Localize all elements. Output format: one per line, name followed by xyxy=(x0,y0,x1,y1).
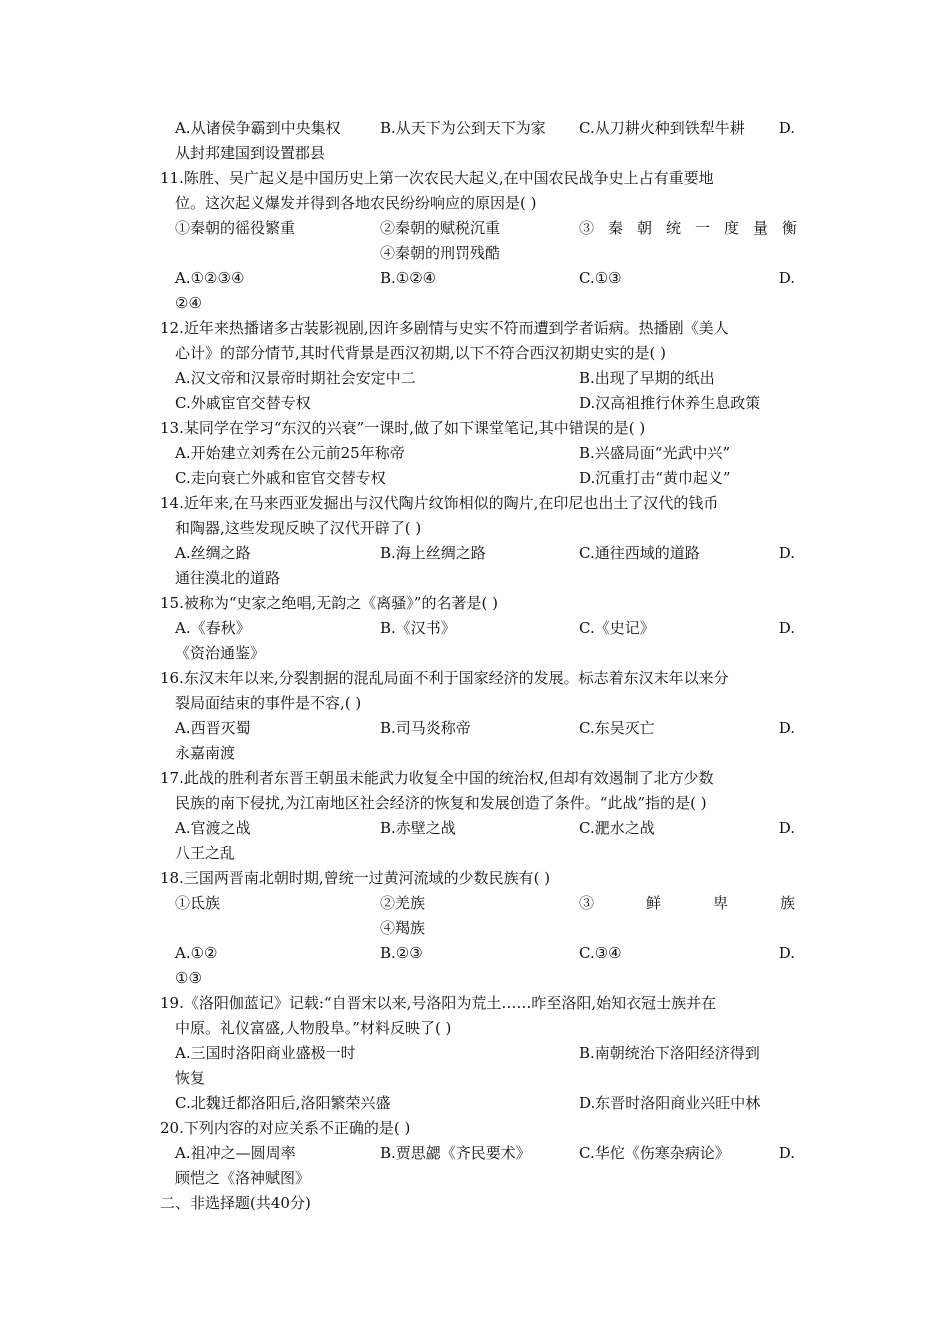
q20-option-d[interactable]: D. xyxy=(778,1144,795,1162)
q12-option-b[interactable]: B.出现了早期的纸出 xyxy=(579,369,715,387)
q12-options-row2 xyxy=(175,391,795,416)
q15-stem: 15.被称为“史家之绝唱,无韵之《离骚》”的名著是( ) xyxy=(160,594,498,612)
q11-item-1: ①秦朝的徭役繁重 xyxy=(175,219,296,237)
q19-option-a[interactable]: A.三国时洛阳商业盛极一时 xyxy=(175,1044,356,1062)
q17-options xyxy=(175,816,795,841)
q11-items xyxy=(175,216,812,241)
q10-options xyxy=(175,116,795,141)
q18-option-d-text: ①③ xyxy=(175,969,202,987)
q19-stem-line1: 19.《洛阳伽蓝记》记载:“自晋宋以来,号洛阳为荒土……昨至洛阳,始知衣冠士族并在 xyxy=(160,994,717,1012)
q18-item-3: ③鲜卑族 xyxy=(579,894,848,912)
q16-options xyxy=(175,716,795,741)
q10-option-d-text: 从封邦建国到设置郡县 xyxy=(175,144,326,162)
q14-option-b[interactable]: B.海上丝绸之路 xyxy=(380,544,486,562)
q14-stem-line2: 和陶器,这些发现反映了汉代开辟了( ) xyxy=(175,519,422,537)
q12-stem-line1: 12.近年来热播诸多古装影视剧,因许多剧情与史实不符而遭到学者诟病。热播剧《美人 xyxy=(160,319,729,337)
q16-stem-line2: 裂局面结束的事件是不容,( ) xyxy=(175,694,362,712)
q18-option-a[interactable]: A.①② xyxy=(175,944,218,962)
q20-options xyxy=(175,1141,795,1166)
q18-item-4: ④羯族 xyxy=(380,919,426,937)
q11-option-d[interactable]: D. xyxy=(778,269,795,287)
q15-option-a[interactable]: A.《春秋》 xyxy=(175,619,251,637)
q13-option-b[interactable]: B.兴盛局面“光武中兴” xyxy=(579,444,731,462)
q16-option-d[interactable]: D. xyxy=(778,719,795,737)
q12-stem-line2: 心计》的部分情节,其时代背景是西汉初期,以下不符合西汉初期史实的是( ) xyxy=(175,344,667,362)
q11-option-c[interactable]: C.①③ xyxy=(579,269,622,287)
q20-option-b[interactable]: B.贾思勰《齐民要术》 xyxy=(380,1144,531,1162)
q10-option-d[interactable]: D. xyxy=(778,119,795,137)
q14-option-d[interactable]: D. xyxy=(778,544,795,562)
q16-option-a[interactable]: A.西晋灭蜀 xyxy=(175,719,251,737)
q10-option-c[interactable]: C.从刀耕火种到铁犁牛耕 xyxy=(579,119,745,137)
q20-stem: 20.下列内容的对应关系不正确的是( ) xyxy=(160,1119,411,1137)
q19-option-b[interactable]: B.南朝统治下洛阳经济得到 xyxy=(579,1044,760,1062)
q14-option-d-text: 通往漠北的道路 xyxy=(175,569,281,587)
q19-option-d[interactable]: D.东晋时洛阳商业兴旺中林 xyxy=(579,1094,761,1112)
q13-option-c[interactable]: C.走向衰亡外戚和宦官交替专权 xyxy=(175,469,386,487)
q17-option-c[interactable]: C.淝水之战 xyxy=(579,819,655,837)
q18-options xyxy=(175,941,795,966)
q12-option-d[interactable]: D.汉高祖推行休养生息政策 xyxy=(579,394,761,412)
q20-option-d-text: 顾恺之《洛神赋图》 xyxy=(175,1169,311,1187)
q12-option-a[interactable]: A.汉文帝和汉景帝时期社会安定中二 xyxy=(175,369,416,387)
q11-option-d-text: ②④ xyxy=(175,294,202,312)
q12-options-row1 xyxy=(175,366,795,391)
q11-option-b[interactable]: B.①②④ xyxy=(380,269,437,287)
q15-option-b[interactable]: B.《汉书》 xyxy=(380,619,456,637)
q17-option-d[interactable]: D. xyxy=(778,819,795,837)
q16-stem-line1: 16.东汉末年以来,分裂割据的混乱局面不利于国家经济的发展。标志着东汉末年以来分 xyxy=(160,669,729,687)
q16-option-c[interactable]: C.东吴灭亡 xyxy=(579,719,655,737)
q15-option-c[interactable]: C.《史记》 xyxy=(579,619,655,637)
q13-stem: 13.某同学在学习“东汉的兴衰”一课时,做了如下课堂笔记,其中错误的是( ) xyxy=(160,419,646,437)
q18-items-row2 xyxy=(175,916,795,941)
q17-stem-line2: 民族的南下侵扰,为江南地区社会经济的恢复和发展创造了条件。“此战”指的是( ) xyxy=(175,794,707,812)
q18-item-2: ②羌族 xyxy=(380,894,426,912)
q11-item-4: ④秦朝的刑罚残酷 xyxy=(380,244,501,262)
q14-option-c[interactable]: C.通往西域的道路 xyxy=(579,544,700,562)
q17-option-a[interactable]: A.官渡之战 xyxy=(175,819,251,837)
q17-option-b[interactable]: B.赤壁之战 xyxy=(380,819,456,837)
q19-stem-line2: 中原。礼仪富盛,人物殷阜。”材料反映了( ) xyxy=(175,1019,452,1037)
q15-option-d-text: 《资治通鉴》 xyxy=(175,644,266,662)
q12-option-c[interactable]: C.外戚宦官交替专权 xyxy=(175,394,311,412)
q16-option-b[interactable]: B.司马炎称帝 xyxy=(380,719,471,737)
q11-stem-line1: 11.陈胜、吴广起义是中国历史上第一次农民大起义,在中国农民战争史上占有重要地 xyxy=(160,169,714,187)
q11-item-2: ②秦朝的赋税沉重 xyxy=(380,219,501,237)
q16-option-d-text: 永嘉南渡 xyxy=(175,744,236,762)
q15-option-d[interactable]: D. xyxy=(778,619,795,637)
q20-option-c[interactable]: C.华佗《伤寒杂病论》 xyxy=(579,1144,730,1162)
q19-option-c[interactable]: C.北魏迁都洛阳后,洛阳繁荣兴盛 xyxy=(175,1094,391,1112)
q14-option-a[interactable]: A.丝绸之路 xyxy=(175,544,251,562)
q20-option-a[interactable]: A.祖冲之—圆周率 xyxy=(175,1144,296,1162)
q13-options-row2 xyxy=(175,466,795,491)
q17-option-d-text: 八王之乱 xyxy=(175,844,236,862)
q14-options xyxy=(175,541,795,566)
q19-options-row1 xyxy=(175,1041,795,1066)
q13-options-row1 xyxy=(175,441,795,466)
q18-items xyxy=(175,891,848,916)
q17-stem-line1: 17.此战的胜利者东晋王朝虽未能武力收复全中国的统治权,但却有效遏制了北方少数 xyxy=(160,769,714,787)
q19-option-b-text: 恢复 xyxy=(175,1069,206,1087)
q11-options xyxy=(175,266,795,291)
q10-option-b[interactable]: B.从天下为公到天下为家 xyxy=(380,119,546,137)
q18-option-d[interactable]: D. xyxy=(778,944,795,962)
q18-stem: 18.三国两晋南北朝时期,曾统一过黄河流域的少数民族有( ) xyxy=(160,869,551,887)
q11-item-3: ③秦朝统一度量衡 xyxy=(579,219,812,237)
q18-option-b[interactable]: B.②③ xyxy=(380,944,423,962)
q14-stem-line1: 14.近年来,在马来西亚发掘出与汉代陶片纹饰相似的陶片,在印尼也出土了汉代的钱币 xyxy=(160,494,719,512)
q11-items-row2 xyxy=(175,241,795,266)
q18-option-c[interactable]: C.③④ xyxy=(579,944,622,962)
q15-options xyxy=(175,616,795,641)
q11-stem-line2: 位。这次起义爆发并得到各地农民纷纷响应的原因是( ) xyxy=(175,194,537,212)
q18-item-1: ①氐族 xyxy=(175,894,221,912)
q11-option-a[interactable]: A.①②③④ xyxy=(175,269,245,287)
section-2-title: 二、非选择题(共40分) xyxy=(160,1194,311,1212)
q19-options-row2 xyxy=(175,1091,795,1116)
q13-option-d[interactable]: D.沉重打击“黄巾起义” xyxy=(579,469,731,487)
q13-option-a[interactable]: A.开始建立刘秀在公元前25年称帝 xyxy=(175,444,405,462)
q10-option-a[interactable]: A.从诸侯争霸到中央集权 xyxy=(175,119,341,137)
